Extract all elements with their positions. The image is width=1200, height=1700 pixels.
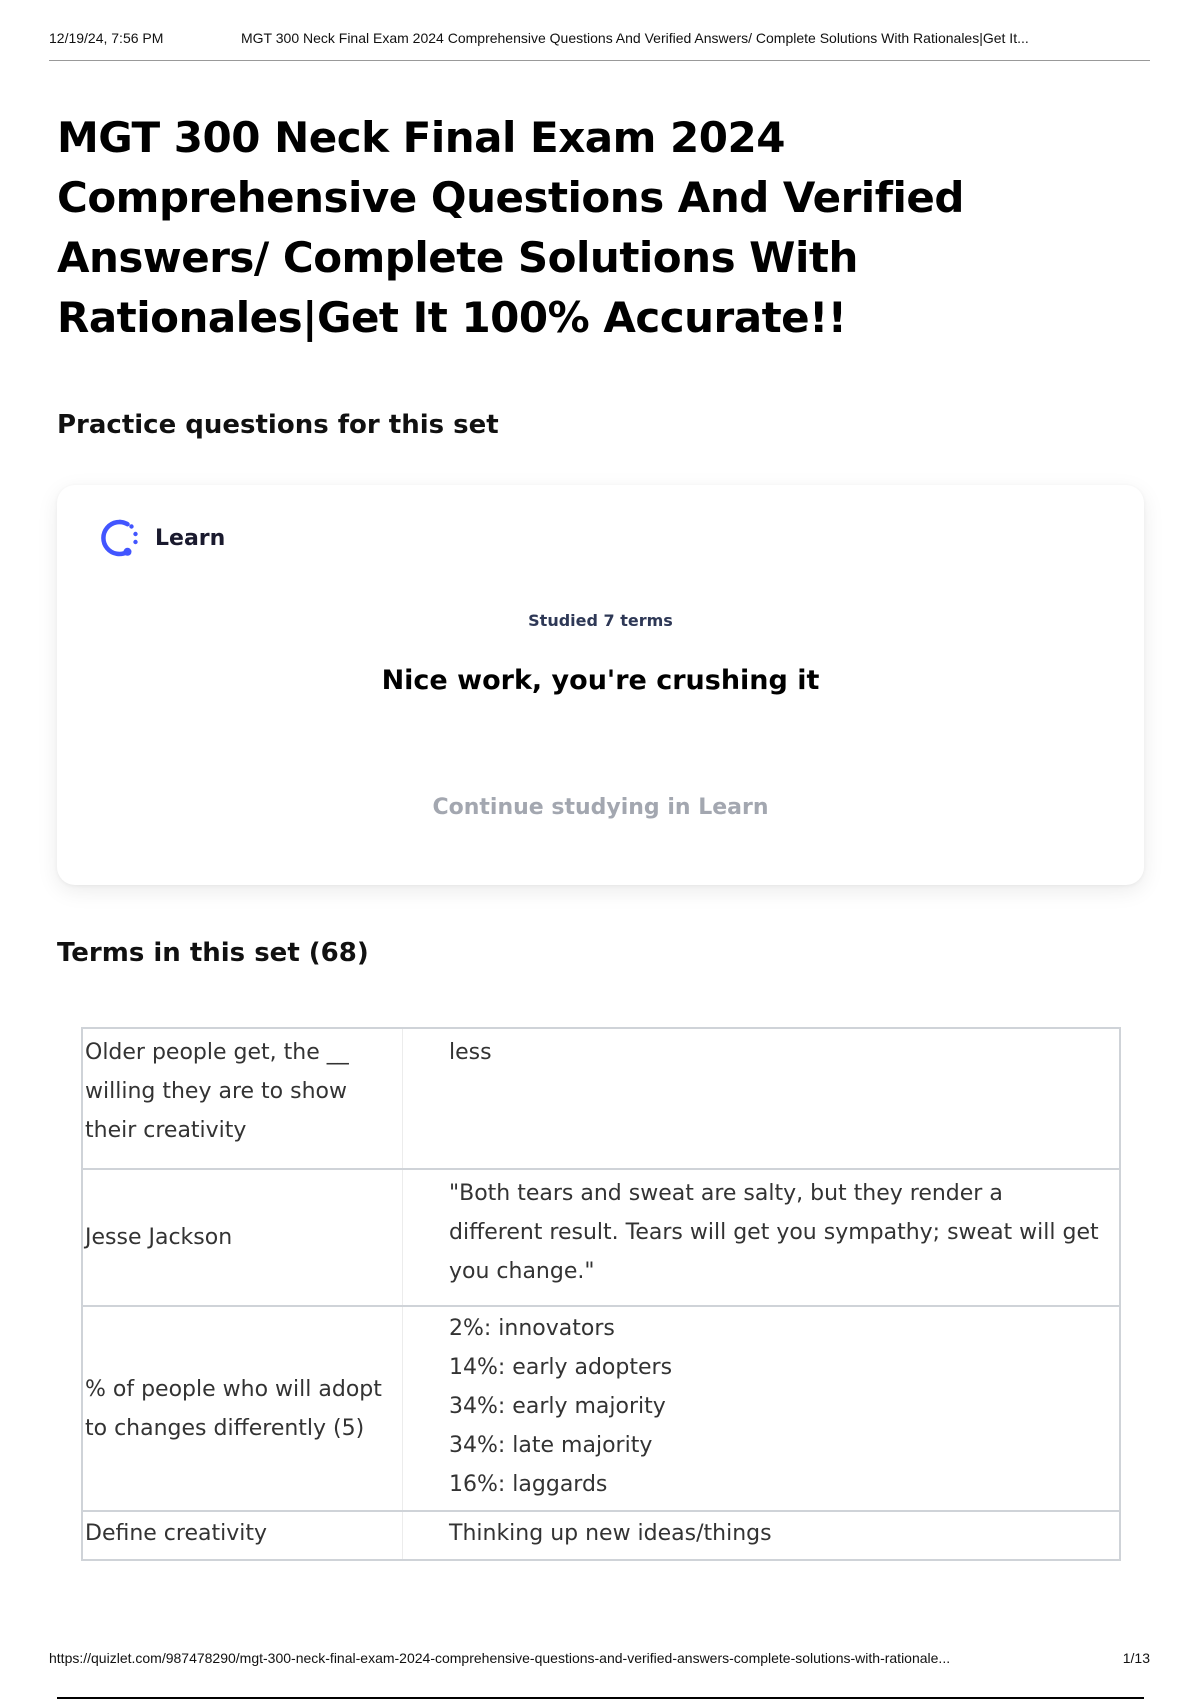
terms-table — [81, 1027, 1121, 1561]
term-cell: % of people who will adopt to changes differently (5) — [82, 1306, 403, 1511]
definition-line: 16%: laggards — [449, 1472, 608, 1497]
table-row — [82, 1028, 1120, 1169]
print-url: https://quizlet.com/987478290/mgt-300-neck-final-exam-2024-comprehensive-questions-and-verified-answers-complete-solutions-with-rationale... — [49, 1650, 951, 1666]
print-header — [49, 30, 1150, 61]
learn-progress-icon — [97, 515, 143, 561]
definition-cell — [403, 1169, 1121, 1306]
definition-line: 14%: early adopters — [449, 1355, 673, 1380]
learn-card — [57, 485, 1144, 885]
term-cell: Define creativity — [82, 1511, 403, 1560]
definition-line: Thinking up new ideas/things — [449, 1521, 772, 1546]
page-number: 1/13 — [1122, 1650, 1150, 1666]
definition-cell — [403, 1511, 1121, 1560]
table-row — [82, 1169, 1120, 1306]
page-title: MGT 300 Neck Final Exam 2024 Comprehensive Questions And Verified Answers/ Complete Solutions With Rationales|Get It 100% Accurate!! — [57, 113, 964, 342]
term-cell: Older people get, the __ willing they are to show their creativity — [82, 1028, 403, 1169]
definition-line: 34%: late majority — [449, 1433, 653, 1458]
learn-mode-label: Learn — [155, 525, 226, 551]
progress-message: Nice work, you're crushing it — [381, 665, 820, 696]
print-doc-title: MGT 300 Neck Final Exam 2024 Comprehensive Questions And Verified Answers/ Complete Solutions With Rationales|Get It... — [241, 30, 1029, 46]
definition-line: 34%: early majority — [449, 1394, 666, 1419]
terms-heading: Terms in this set (68) — [57, 938, 369, 968]
definition-line: "Both tears and sweat are salty, but they render a different result. Tears will get you sympathy; sweat will get you change." — [449, 1181, 1099, 1284]
term-cell: Jesse Jackson — [82, 1169, 403, 1306]
definition-cell — [403, 1028, 1121, 1169]
practice-heading: Practice questions for this set — [57, 410, 499, 440]
definition-line: 2%: innovators — [449, 1316, 615, 1341]
definition-cell — [403, 1306, 1121, 1511]
print-datetime: 12/19/24, 7:56 PM — [49, 30, 164, 46]
table-row — [82, 1511, 1120, 1560]
table-row — [82, 1306, 1120, 1511]
footer-divider — [57, 1697, 1144, 1699]
definition-line: less — [449, 1040, 492, 1065]
continue-learn-button[interactable]: Continue studying in Learn — [432, 795, 769, 820]
studied-count: Studied 7 terms — [528, 611, 673, 630]
learn-mode-header[interactable] — [97, 515, 225, 561]
